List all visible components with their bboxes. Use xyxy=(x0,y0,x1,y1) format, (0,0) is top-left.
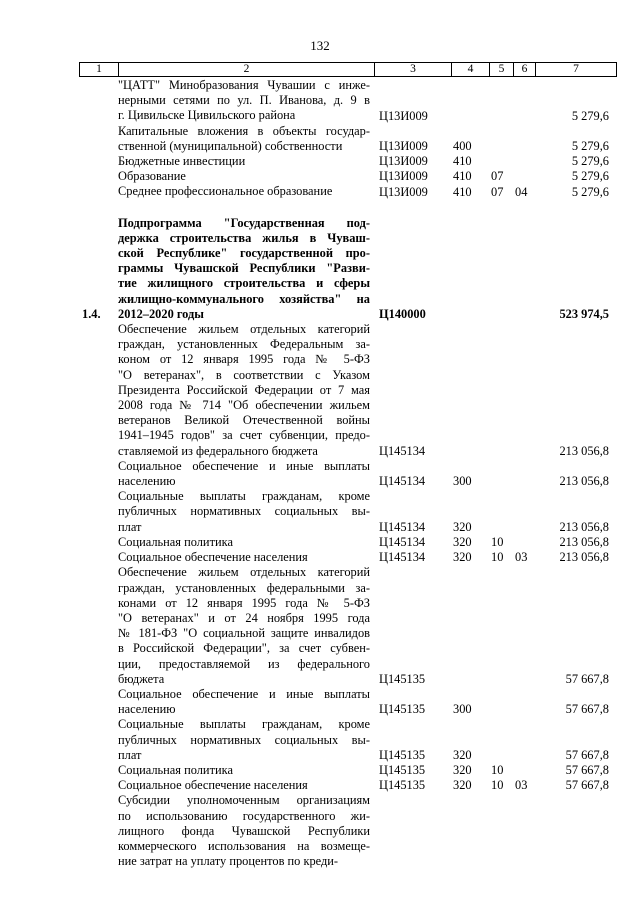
row-subsection: 03 xyxy=(515,778,528,793)
row-target-code: Ц145134 xyxy=(379,535,426,550)
table-row xyxy=(79,184,615,199)
row-amount: 523 974,5 xyxy=(559,307,609,322)
row-name: Субсидии уполномоченным организациям по использованию государственного жи- лищного фонда Чувашской Республики коммерческого использования на возмеще- ние затрат на уплату процентов по креди- xyxy=(118,793,370,869)
table-row xyxy=(79,793,615,869)
row-expense-type: 410 xyxy=(453,169,472,184)
row-name: Подпрограмма "Государственная под- держка строительства жилья в Чуваш- ской Республике" государственной про- граммы Чувашской Республики "Разви- тие жилищного строительства и сферы жилищно-коммунального хозяйства" на 2012–2020 годы xyxy=(118,215,370,321)
table-row xyxy=(79,778,615,793)
header-col-4: 4 xyxy=(452,63,490,76)
row-expense-type: 320 xyxy=(453,519,472,534)
header-col-7: 7 xyxy=(573,63,579,75)
row-expense-type: 300 xyxy=(453,474,472,489)
table-header xyxy=(79,62,617,77)
row-target-code: Ц145135 xyxy=(379,778,426,793)
row-subsection: 03 xyxy=(515,550,528,565)
header-col-6: 6 xyxy=(514,63,536,76)
row-amount: 5 279,6 xyxy=(571,169,609,184)
row-target-code: Ц145134 xyxy=(379,474,426,489)
row-target-code: Ц13И009 xyxy=(379,108,428,123)
row-target-code: Ц145134 xyxy=(379,443,426,458)
table-row xyxy=(79,535,615,550)
table-row xyxy=(79,78,615,124)
row-expense-type: 410 xyxy=(453,184,472,199)
row-amount: 213 056,8 xyxy=(559,474,609,489)
row-section: 07 xyxy=(491,184,504,199)
row-name: Обеспечение жильем отдельных категорий граждан, установленных Федеральным за- коном от 12 января 1995 года № 5-ФЗ "О ветеранах", в соответствии с Указом Президента Российской Федерации от 7 мая 2008 года № 714 "Об обеспечении жильем ветеранов Великой Отечественной войны 1941–1945 годов" за счет субвенции, предо- ставляемой из федерального бюджета xyxy=(118,322,370,458)
row-name: Бюджетные инвестиции xyxy=(118,154,246,169)
header-col-5: 5 xyxy=(490,63,514,76)
row-amount: 57 667,8 xyxy=(565,671,609,686)
row-name: Социальные выплаты гражданам, кроме публичных нормативных социальных вы- плат xyxy=(118,489,370,534)
row-name: Среднее профессиональное образование xyxy=(118,184,333,199)
row-amount: 57 667,8 xyxy=(565,747,609,762)
row-name: Социальная политика xyxy=(118,762,233,777)
header-col-2: 2 xyxy=(119,63,375,76)
row-expense-type: 410 xyxy=(453,154,472,169)
row-section: 10 xyxy=(491,550,504,565)
row-name: Социальные выплаты гражданам, кроме публичных нормативных социальных вы- плат xyxy=(118,717,370,762)
row-section: 10 xyxy=(491,778,504,793)
header-col-1: 1 xyxy=(80,63,119,76)
header-col-3: 3 xyxy=(375,63,452,76)
row-name: Обеспечение жильем отдельных категорий граждан, установленных федеральными за- конами от 12 января 1995 года № 5-ФЗ "О ветеранах" и от 24 ноября 1995 года № 181-ФЗ "О социальной защите инвалидов в Российской Федерации", за счет субвен- ции, предоставляемой из федерального бюджета xyxy=(118,565,370,686)
table-row xyxy=(79,154,615,169)
row-section: 10 xyxy=(491,535,504,550)
row-name: Капитальные вложения в объекты государ- ственной (муниципальной) собственности xyxy=(118,123,370,153)
row-name: Социальная политика xyxy=(118,534,233,549)
row-expense-type: 320 xyxy=(453,535,472,550)
row-section: 07 xyxy=(491,169,504,184)
table-row xyxy=(79,459,615,489)
row-target-code: Ц140000 xyxy=(379,307,426,322)
row-name: Социальное обеспечение населения xyxy=(118,550,308,565)
row-expense-type: 400 xyxy=(453,139,472,154)
table-row xyxy=(79,124,615,154)
row-expense-type: 320 xyxy=(453,747,472,762)
row-amount: 5 279,6 xyxy=(571,139,609,154)
row-amount: 5 279,6 xyxy=(571,154,609,169)
row-target-code: Ц145135 xyxy=(379,702,426,717)
row-target-code: Ц13И009 xyxy=(379,139,428,154)
row-expense-type: 320 xyxy=(453,550,472,565)
row-target-code: Ц145134 xyxy=(379,519,426,534)
row-spacer xyxy=(79,200,615,216)
row-name: "ЦАТТ" Минобразования Чувашии с инже- нерными сетями по ул. П. Иванова, д. 9 в г. Цивильске Цивильского района xyxy=(118,78,370,123)
table-row xyxy=(79,489,615,535)
page-number: 132 xyxy=(310,38,330,53)
row-target-code: Ц13И009 xyxy=(379,169,428,184)
row-amount: 213 056,8 xyxy=(559,443,609,458)
row-number: 1.4. xyxy=(82,307,101,322)
row-amount: 57 667,8 xyxy=(565,702,609,717)
row-name: Социальное обеспечение населения xyxy=(118,778,308,793)
table-body xyxy=(79,78,615,869)
row-amount: 57 667,8 xyxy=(565,778,609,793)
row-expense-type: 320 xyxy=(453,778,472,793)
row-target-code: Ц145135 xyxy=(379,747,426,762)
row-target-code: Ц13И009 xyxy=(379,184,428,199)
table-row xyxy=(79,322,615,459)
row-amount: 213 056,8 xyxy=(559,535,609,550)
row-target-code: Ц145135 xyxy=(379,671,426,686)
table-row xyxy=(79,717,615,763)
row-target-code: Ц145135 xyxy=(379,763,426,778)
row-amount: 57 667,8 xyxy=(565,763,609,778)
row-name: Образование xyxy=(118,169,186,184)
row-amount: 213 056,8 xyxy=(559,519,609,534)
row-name: Социальное обеспечение и иные выплаты населению xyxy=(118,458,370,489)
row-section: 10 xyxy=(491,763,504,778)
row-target-code: Ц13И009 xyxy=(379,154,428,169)
row-subsection: 04 xyxy=(515,184,528,199)
table-row xyxy=(79,550,615,565)
row-expense-type: 300 xyxy=(453,702,472,717)
row-amount: 213 056,8 xyxy=(559,550,609,565)
row-expense-type: 320 xyxy=(453,763,472,778)
row-target-code: Ц145134 xyxy=(379,550,426,565)
row-name: Социальное обеспечение и иные выплаты населению xyxy=(118,686,370,717)
table-row xyxy=(79,169,615,184)
row-amount: 5 279,6 xyxy=(571,108,609,123)
table-row xyxy=(79,763,615,778)
table-row xyxy=(79,687,615,717)
row-amount: 5 279,6 xyxy=(571,184,609,199)
table-row xyxy=(79,565,615,687)
table-row xyxy=(79,216,615,322)
